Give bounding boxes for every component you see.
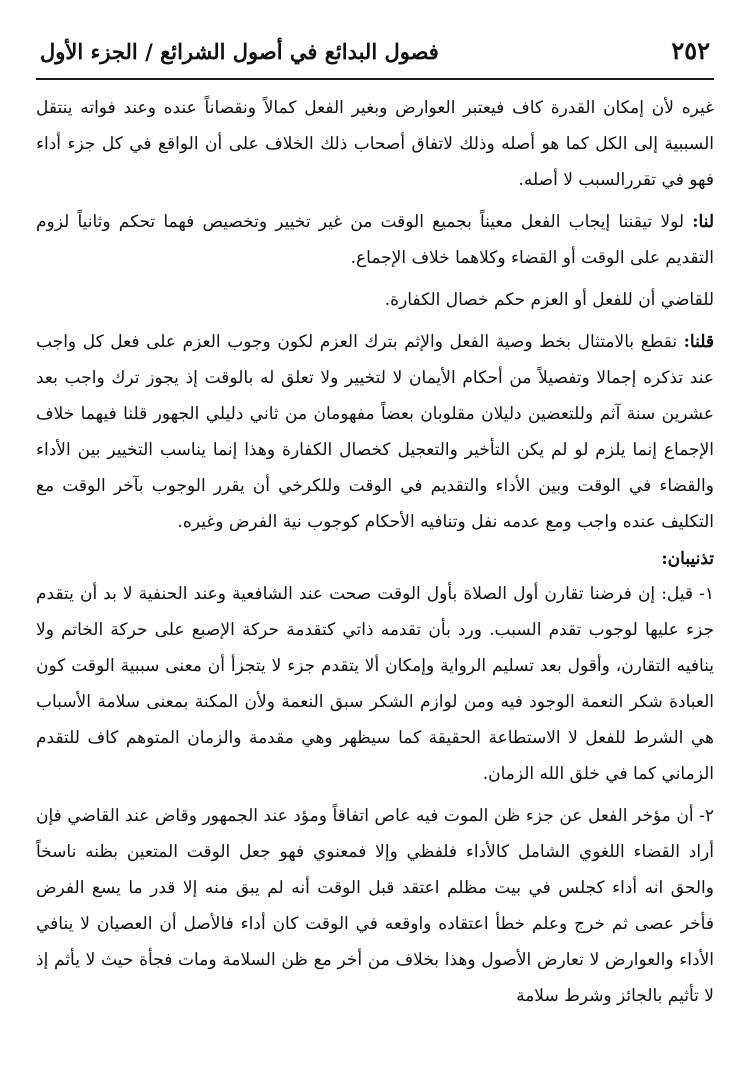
running-title: فصول البدائع في أصول الشرائع / الجزء الأول	[40, 39, 439, 64]
section-heading: تذنيبان:	[661, 549, 714, 569]
note-1	[36, 576, 714, 792]
paragraph-4	[36, 324, 714, 540]
page-header	[36, 36, 714, 74]
paragraph-3	[36, 282, 714, 318]
paragraph-2-text: لولا تيقننا إيجاب الفعل معيناً بجميع الوقت من غير تخيير وتخصيص فهما تحكم وثانياً لزوم التقديم على الوقت أو القضاء وكلاهما خلاف الإجماع.	[36, 212, 714, 268]
page-number: ٢٥٢	[671, 36, 710, 65]
body-text	[36, 90, 714, 1014]
note-2-text: ٢- أن مؤخر الفعل عن جزء ظن الموت فيه عاص اتفاقاً ومؤد عند الجمهور وقاض عند القاضي فإن أراد القضاء اللغوي الشامل كالأداء فلفظي وإلا فمعنوي فهو جعل الوقت المتعين بظنه ناسخاً والحق انه أداء كجلس في بيت مظلم اعتقد قبل الوقت أنه لم يبق منه إلا قدر ما يسع الفرض فأخر عصى ثم خرج وعلم خطأ اعتقاده واوقعه في الوقت كان أداء فالأصل أن العصيان لا ينافي الأداء والعوارض لا تعارض الأصول وهذا بخلاف من أخر مع ظن السلامة ومات فجأة حيث لا يأثم إذ لا تأثيم بالجائز وشرط سلامة	[36, 806, 714, 1006]
paragraph-4-text: نقطع بالامتثال بخط وصية الفعل والإثم بترك العزم لكون وجوب العزم على فعل كل واجب عند تذكره إجمالا وتفصيلاً من أحكام الأيمان لا لتخيير ولا تعلق له بالوقت إذ يجوز ترك واجب بعد عشرين سنة آثم وللتعضين دليلان مقلوبان بعضاً مفهومان من ثاني دليلي الجهور قلنا فيهما خلاف الإجماع إنما يلزم لو لم يكن التأخير والتعجيل كخصال الكفارة وهذا إنما يناسب التخيير بين الأداء والقضاء في الوقت وبين الأداء والتقديم في الوقت وللكرخي أن يقرر الوجوب بآخر الوقت مع التكليف عنده واجب ومع عدمه نفل وتنافيه الأحكام كوجوب نية الفرض وغيره.	[36, 332, 714, 532]
paragraph-2-lead: لنا:	[692, 212, 714, 232]
note-2	[36, 798, 714, 1014]
paragraph-1-text: غيره لأن إمكان القدرة كاف فيعتبر العوارض وبغير الفعل كمالاً ونقصاناً عنده وعند فواته ينتقل السببية إلى الكل كما هو أصله وذلك لاتفاق أصحاب ذلك الخلاف على أن الواقع في كل جزء أداء فهو في تقررالسبب لا أصله.	[36, 98, 714, 190]
paragraph-1	[36, 90, 714, 198]
note-1-text: ١- قيل: إن فرضنا تقارن أول الصلاة بأول الوقت صحت عند الشافعية وعند الحنفية لا بد أن يتقدم جزء عليها لوجوب تقدم السبب. ورد بأن تقدمه ذاتي كتقدمة حركة الإصبع على حركة الخاتم ولا ينافيه التقارن، وأقول بعد تسليم الرواية وإمكان ألا يتقدم جزء لا يتجزأ أن معنى سببية الوقت كون العبادة شكر النعمة الوجود فيه ومن لوازم الشكر سبق النعمة ولأن المكنة بمعنى سلامة الأسباب هي الشرط للفعل لا الاستطاعة الحقيقة كما سيظهر وهي مقدمة والزمان المتوهم كاف للتقدم الزماني كما في خلق الله الزمان.	[36, 584, 714, 784]
paragraph-2	[36, 204, 714, 276]
header-divider	[36, 78, 714, 80]
paragraph-4-lead: قلنا:	[683, 332, 714, 352]
paragraph-3-text: للقاضي أن للفعل أو العزم حكم خصال الكفارة.	[384, 290, 714, 310]
